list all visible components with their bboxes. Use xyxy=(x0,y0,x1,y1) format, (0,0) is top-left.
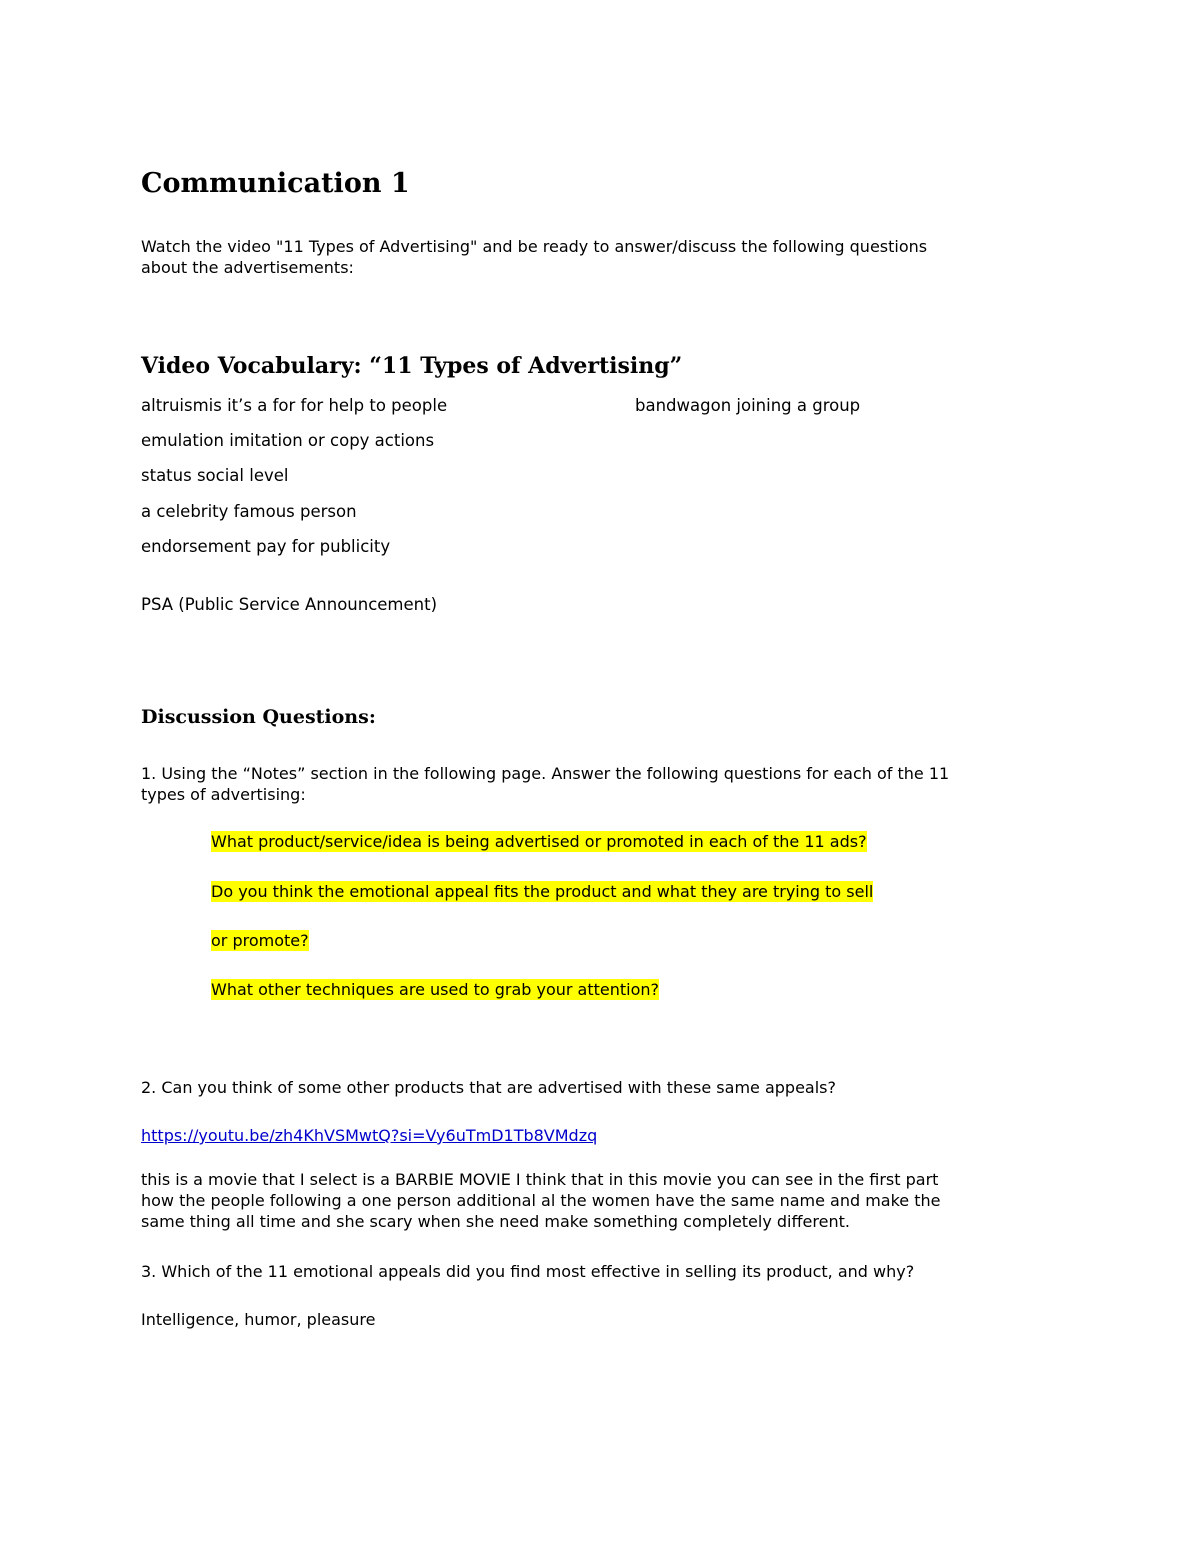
intro-line-1: Watch the video "11 Types of Advertising" and be ready to answer/discuss the following questions xyxy=(141,237,928,256)
question-2: 2. Can you think of some other products that are advertised with these same appeals? xyxy=(141,1078,836,1097)
question-1-line-1: 1. Using the “Notes” section in the following page. Answer the following questions for each of the 11 xyxy=(141,764,950,783)
intro-line-2: about the advertisements: xyxy=(141,258,354,277)
highlighted-question-appeal-cont: or promote? xyxy=(211,931,309,950)
answer-2-line-1: this is a movie that I select is a BARBIE MOVIE I think that in this movie you can see in the first part xyxy=(141,1170,939,1189)
document-title: Communication 1 xyxy=(141,168,410,199)
youtube-link[interactable]: https://youtu.be/zh4KhVSMwtQ?si=Vy6uTmD1Tb8VMdzq xyxy=(141,1126,598,1145)
vocab-item-psa: PSA (Public Service Announcement) xyxy=(141,595,438,614)
vocab-item-emulation: emulation imitation or copy actions xyxy=(141,431,435,450)
vocab-heading: Video Vocabulary: “11 Types of Advertising” xyxy=(141,353,683,379)
vocab-item-endorsement: endorsement pay for publicity xyxy=(141,537,391,556)
question-1-line-2: types of advertising: xyxy=(141,785,306,804)
answer-2-line-3: same thing all time and she scary when she need make something completely different. xyxy=(141,1212,850,1231)
vocab-item-status: status social level xyxy=(141,466,289,485)
answer-2-line-2: how the people following a one person additional al the women have the same name and make the xyxy=(141,1191,941,1210)
vocab-item-altruism: altruismis it’s a for for help to people xyxy=(141,396,448,415)
question-3: 3. Which of the 11 emotional appeals did you find most effective in selling its product, and why? xyxy=(141,1262,915,1281)
vocab-item-celebrity: a celebrity famous person xyxy=(141,502,357,521)
answer-3: Intelligence, humor, pleasure xyxy=(141,1310,376,1329)
highlighted-question-appeal: Do you think the emotional appeal fits the product and what they are trying to sell xyxy=(211,882,874,901)
highlighted-question-techniques: What other techniques are used to grab your attention? xyxy=(211,980,660,999)
discussion-heading: Discussion Questions: xyxy=(141,706,376,728)
vocab-item-bandwagon: bandwagon joining a group xyxy=(635,396,861,415)
highlighted-question-product: What product/service/idea is being advertised or promoted in each of the 11 ads? xyxy=(211,832,867,851)
